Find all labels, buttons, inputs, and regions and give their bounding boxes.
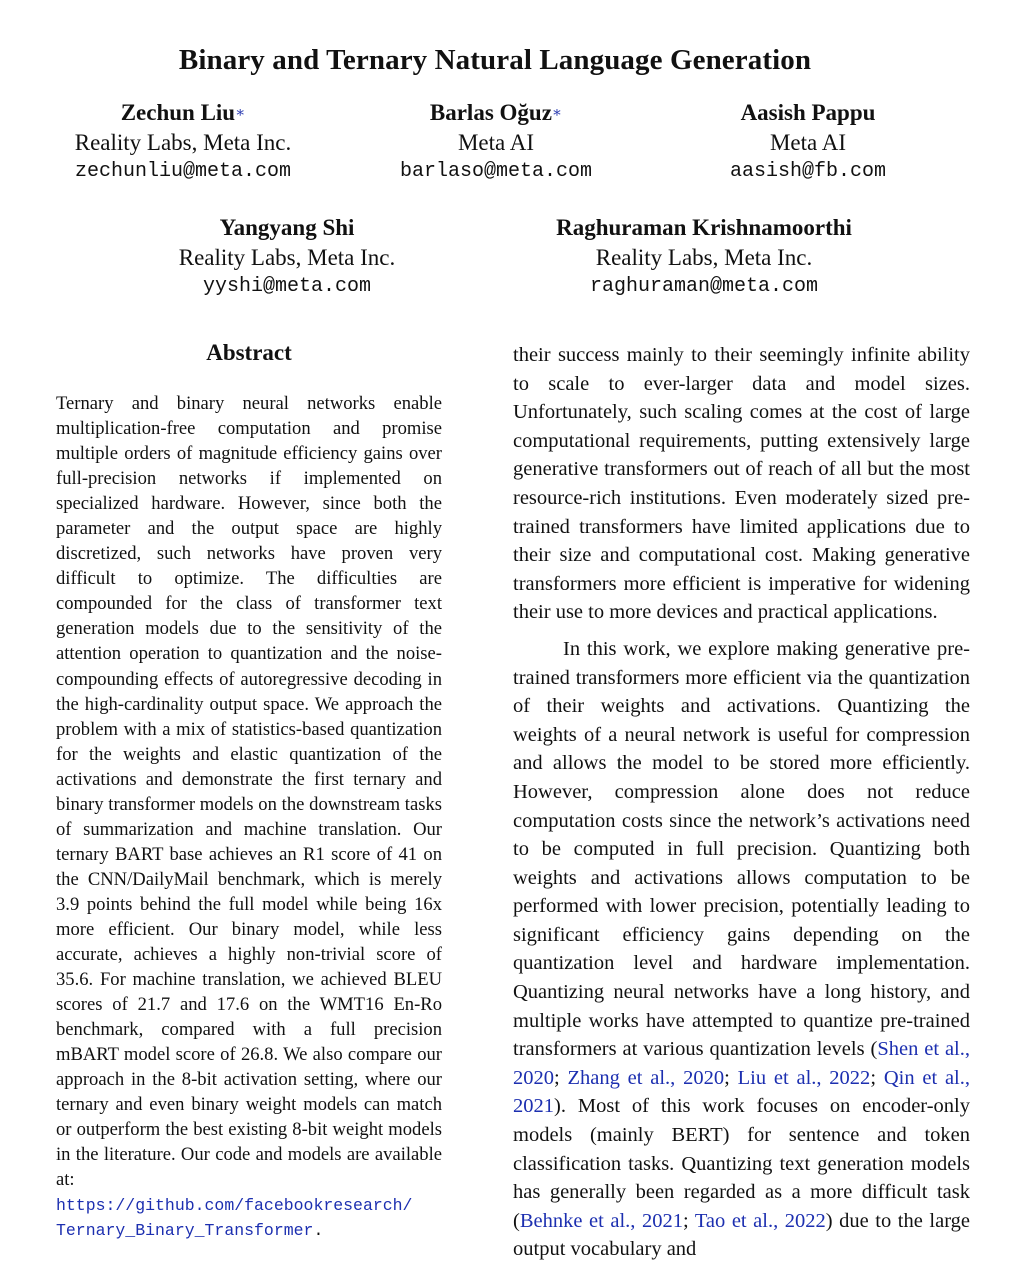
author-email: yyshi@meta.com	[202, 275, 372, 298]
author-name: Zechun Liu∗	[120, 100, 246, 125]
author-name: Raghuraman Krishnamoorthi	[556, 215, 852, 240]
equal-contribution-mark: ∗	[235, 105, 246, 121]
citation-link[interactable]: Tao et al., 2022	[694, 1209, 826, 1232]
author-email: aasish@fb.com	[729, 160, 887, 183]
author-block	[648, 98, 968, 187]
code-url-link[interactable]: https://github.com/facebookresearch/ Ternary_Binary_Transformer.	[56, 1195, 413, 1240]
author-affiliation: Reality Labs, Meta Inc.	[178, 245, 396, 270]
author-email: raghuraman@meta.com	[589, 275, 819, 298]
author-affiliation: Reality Labs, Meta Inc.	[595, 245, 813, 270]
abstract-body	[56, 391, 442, 1243]
author-email: zechunliu@meta.com	[74, 160, 292, 183]
abstract-text: Ternary and binary neural networks enable multiplication-free computation and promise multiple orders of magnitude efficiency gains over full-precision networks if implemented on specialized hardware. However, since both the parameter and the output space are highly discretized, such networks have proven very difficult to optimize. The difficulties are compounded for the class of transformer text generation models due to the sensitivity of the attention operation to quantization and the noise-compounding effects of autoregressive decoding in the high-cardinality output space. We approach the problem with a mix of statistics-based quantization for the weights and elastic quantization of the activations and demonstrate the first ternary and binary transformer models on the downstream tasks of summarization and machine translation. Our ternary BART base achieves an R1 score of 41 on the CNN/DailyMail benchmark, which is merely 3.9 points behind the full model while being 16x more efficient. Our binary model, while less accurate, achieves a highly non-trivial score of 35.6. For machine translation, we achieved BLEU scores of 21.7 and 17.6 on the WMT16 En-Ro benchmark, compared with a full precision mBART model score of 26.8. We also compare our approach in the 8-bit activation setting, where our ternary and even binary weight models can match or outperform the best existing 8-bit weight models in the literature. Our code and models are available at:	[56, 393, 442, 1191]
abstract-heading: Abstract	[206, 340, 292, 365]
equal-contribution-mark: ∗	[551, 105, 563, 121]
citation-link[interactable]: Zhang et al., 2020	[567, 1066, 725, 1089]
author-name: Barlas Oğuz∗	[429, 100, 563, 125]
author-block	[127, 213, 447, 302]
author-block	[534, 213, 874, 302]
author-block	[23, 98, 343, 187]
citation-link[interactable]: Liu et al., 2022	[737, 1066, 871, 1089]
author-name: Yangyang Shi	[219, 215, 355, 240]
author-email: barlaso@meta.com	[399, 160, 593, 183]
intro-paragraph: their success mainly to their seemingly infinite ability to scale to ever-larger data and model sizes. Unfortunately, such scaling comes at the cost of large computational requirements, putting extensively large generative transformers out of reach of all but the most resource-rich institutions. Even moderately sized pre-trained transformers have limited applications due to their size and computational cost. Making generative transformers more efficient is imperative for widening their use to more devices and practical applications.	[513, 344, 970, 624]
citation-link[interactable]: Behnke et al., 2021	[519, 1209, 683, 1232]
author-affiliation: Reality Labs, Meta Inc.	[74, 130, 292, 155]
intro-column	[513, 341, 970, 1264]
citation-link[interactable]: Shen et al., 2020	[513, 1038, 971, 1089]
author-affiliation: Meta AI	[769, 130, 846, 155]
citation-link[interactable]: Qin et al., 2021	[513, 1066, 970, 1118]
paper-title: Binary and Ternary Natural Language Generation	[178, 44, 812, 76]
author-name: Aasish Pappu	[740, 100, 876, 125]
author-affiliation: Meta AI	[457, 130, 534, 155]
intro-paragraph: In this work, we explore making generative pre-trained transformers more efficient via the quantization of their weights and activations. Quantizing the weights of a neural network is useful for compression and allows the model to be stored more efficiently. However, compression alone does not reduce computation costs since the network’s activations need to be computed in full precision. Quantizing both weights and activations allows computation to be performed with lower precision, potentially leading to significant efficiency gains depending on the quantization level and hardware implementation. Quantizing neural networks have a long history, and multiple works have attempted to quantize pre-trained transformers at various quantization levels (Shen et al., 2020; Zhang et al., 2020; Liu et al., 2022; Qin et al., 2021). Most of this work focuses on encoder-only models (mainly BERT) for sentence and token classification tasks. Quantizing text generation models has generally been regarded as a more difficult task (Behnke et al., 2021; Tao et al., 2022) due to the large output vocabulary and	[513, 637, 971, 1261]
author-block	[336, 98, 656, 187]
